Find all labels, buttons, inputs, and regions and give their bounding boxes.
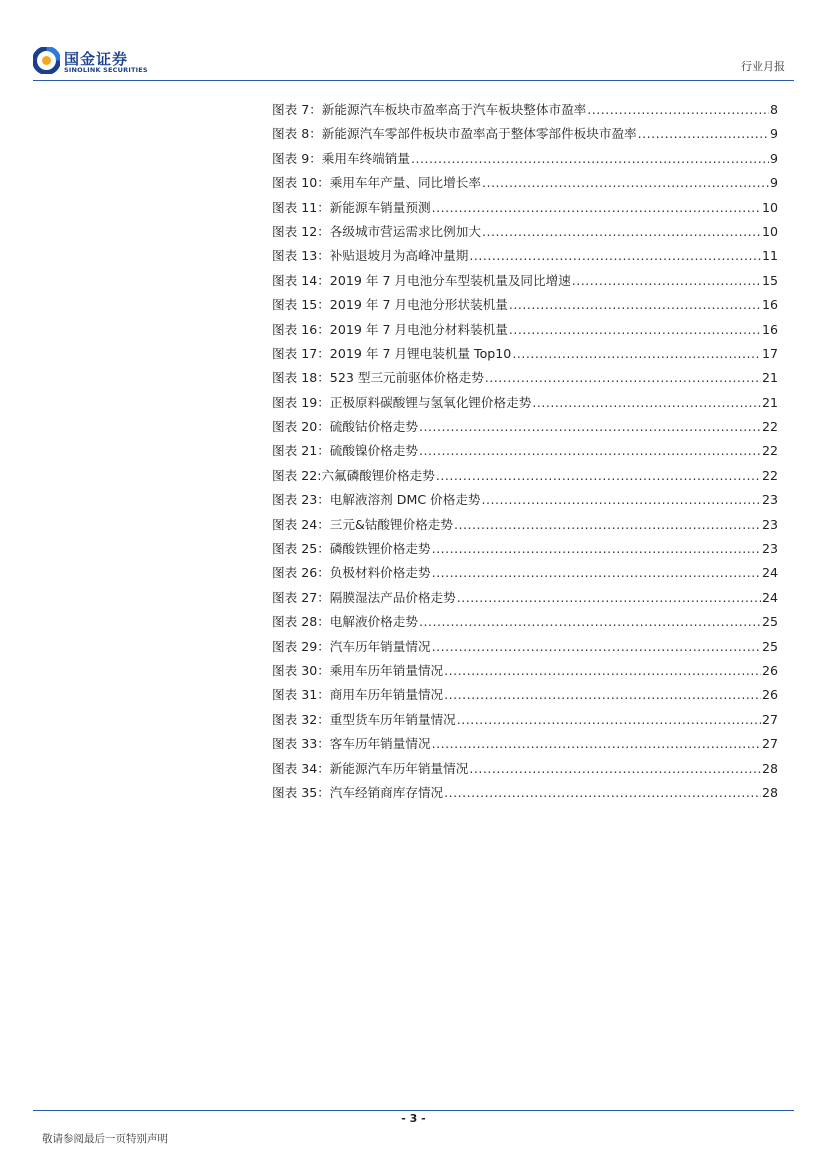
toc-entry[interactable] bbox=[272, 587, 778, 611]
toc-leader-dots bbox=[457, 712, 761, 727]
toc-entry-label: 图表 12：各级城市营运需求比例加大 bbox=[272, 223, 481, 239]
toc-entry-label: 图表 21：硫酸镍价格走势 bbox=[272, 443, 418, 459]
toc-leader-dots bbox=[419, 614, 761, 629]
toc-entry-page: 23 bbox=[761, 541, 778, 557]
toc-entry[interactable] bbox=[272, 465, 778, 489]
toc-leader-dots bbox=[532, 395, 761, 410]
brand-name-en: SINOLINK SECURITIES bbox=[64, 66, 148, 74]
toc-entry[interactable] bbox=[272, 148, 778, 172]
toc-entry-page: 21 bbox=[761, 370, 778, 386]
toc-entry-page: 28 bbox=[761, 784, 778, 800]
toc-entry-page: 24 bbox=[761, 589, 778, 605]
toc-entry[interactable] bbox=[272, 440, 778, 464]
toc-leader-dots bbox=[454, 517, 761, 532]
toc-entry-page: 9 bbox=[769, 126, 778, 142]
toc-entry-page: 17 bbox=[761, 345, 778, 361]
toc-entry-page: 16 bbox=[761, 321, 778, 337]
toc-entry[interactable] bbox=[272, 221, 778, 245]
toc-entry-label: 图表 31：商用车历年销量情况 bbox=[272, 687, 444, 703]
toc-leader-dots bbox=[432, 736, 761, 751]
toc-entry[interactable] bbox=[272, 489, 778, 513]
toc-entry-page: 16 bbox=[761, 297, 778, 313]
toc-entry-label: 图表 14：2019 年 7 月电池分车型装机量及同比增速 bbox=[272, 272, 571, 288]
toc-leader-dots bbox=[469, 248, 761, 263]
toc-leader-dots bbox=[638, 126, 769, 141]
toc-leader-dots bbox=[482, 224, 761, 239]
toc-leader-dots bbox=[482, 492, 761, 507]
page-number: - 3 - bbox=[401, 1112, 426, 1125]
toc-entry-label: 图表 25：磷酸铁锂价格走势 bbox=[272, 541, 431, 557]
toc-leader-dots bbox=[444, 663, 761, 678]
toc-entry-page: 10 bbox=[761, 223, 778, 239]
toc-leader-dots bbox=[432, 565, 761, 580]
toc-entry-page: 22 bbox=[761, 419, 778, 435]
toc-entry-page: 9 bbox=[769, 175, 778, 191]
toc-entry-page: 26 bbox=[761, 662, 778, 678]
toc-entry[interactable] bbox=[272, 733, 778, 757]
toc-entry-page: 27 bbox=[761, 736, 778, 752]
sinolink-logo-icon bbox=[33, 47, 60, 74]
figure-list bbox=[272, 99, 778, 806]
toc-entry-label: 图表 27：隔膜湿法产品价格走势 bbox=[272, 589, 456, 605]
toc-entry-label: 图表 20：硫酸钴价格走势 bbox=[272, 419, 418, 435]
toc-entry[interactable] bbox=[272, 611, 778, 635]
toc-entry[interactable] bbox=[272, 392, 778, 416]
company-logo bbox=[33, 47, 153, 77]
toc-entry[interactable] bbox=[272, 758, 778, 782]
toc-entry[interactable] bbox=[272, 684, 778, 708]
toc-leader-dots bbox=[485, 370, 761, 385]
toc-entry-label: 图表 33：客车历年销量情况 bbox=[272, 736, 431, 752]
toc-leader-dots bbox=[482, 175, 769, 190]
toc-leader-dots bbox=[587, 102, 769, 117]
toc-entry-label: 图表 15：2019 年 7 月电池分形状装机量 bbox=[272, 297, 508, 313]
toc-entry-page: 28 bbox=[761, 760, 778, 776]
toc-entry-label: 图表 10：乘用车年产量、同比增长率 bbox=[272, 175, 481, 191]
toc-entry-label: 图表 9：乘用车终端销量 bbox=[272, 150, 410, 166]
toc-entry-page: 21 bbox=[761, 394, 778, 410]
toc-entry-label: 图表 28：电解液价格走势 bbox=[272, 614, 418, 630]
toc-leader-dots bbox=[432, 541, 761, 556]
toc-entry-page: 8 bbox=[769, 102, 778, 117]
toc-leader-dots bbox=[444, 785, 761, 800]
toc-leader-dots bbox=[457, 590, 761, 605]
toc-entry[interactable] bbox=[272, 367, 778, 391]
toc-entry[interactable] bbox=[272, 538, 778, 562]
toc-entry-page: 23 bbox=[761, 516, 778, 532]
toc-leader-dots bbox=[411, 151, 769, 166]
toc-entry-label: 图表 13：补贴退坡月为高峰冲量期 bbox=[272, 248, 469, 264]
toc-entry-page: 26 bbox=[761, 687, 778, 703]
toc-entry[interactable] bbox=[272, 319, 778, 343]
toc-leader-dots bbox=[512, 346, 761, 361]
toc-entry[interactable] bbox=[272, 709, 778, 733]
toc-entry[interactable] bbox=[272, 562, 778, 586]
toc-entry-label: 图表 11：新能源车销量预测 bbox=[272, 199, 431, 215]
toc-entry[interactable] bbox=[272, 343, 778, 367]
toc-leader-dots bbox=[419, 443, 761, 458]
toc-entry-label: 图表 34：新能源汽车历年销量情况 bbox=[272, 760, 469, 776]
toc-leader-dots bbox=[436, 468, 761, 483]
toc-entry-label: 图表 23：电解液溶剂 DMC 价格走势 bbox=[272, 492, 481, 508]
toc-entry-page: 15 bbox=[761, 272, 778, 288]
toc-entry-label: 图表 19：正极原料碳酸锂与氢氧化锂价格走势 bbox=[272, 394, 532, 410]
footer-divider bbox=[33, 1110, 794, 1111]
toc-entry-page: 9 bbox=[769, 150, 778, 166]
toc-entry-label: 图表 30：乘用车历年销量情况 bbox=[272, 662, 444, 678]
toc-entry-label: 图表 17：2019 年 7 月锂电装机量 Top10 bbox=[272, 345, 512, 361]
toc-entry-page: 23 bbox=[761, 492, 778, 508]
toc-entry-page: 22 bbox=[761, 443, 778, 459]
toc-entry-page: 10 bbox=[761, 199, 778, 215]
toc-leader-dots bbox=[469, 761, 761, 776]
toc-entry-label: 图表 8：新能源汽车零部件板块市盈率高于整体零部件板块市盈率 bbox=[272, 126, 637, 142]
toc-leader-dots bbox=[572, 273, 761, 288]
toc-entry[interactable] bbox=[272, 245, 778, 269]
toc-entry-page: 11 bbox=[761, 248, 778, 264]
toc-entry[interactable] bbox=[272, 782, 778, 806]
toc-entry[interactable] bbox=[272, 197, 778, 221]
page-header bbox=[0, 0, 827, 85]
toc-entry[interactable] bbox=[272, 294, 778, 318]
toc-leader-dots bbox=[432, 200, 761, 215]
brand-name-cn: 国金证券 bbox=[64, 50, 129, 68]
toc-entry[interactable] bbox=[272, 123, 778, 147]
header-divider bbox=[33, 80, 794, 81]
toc-leader-dots bbox=[509, 322, 761, 337]
toc-entry-label: 图表 29：汽车历年销量情况 bbox=[272, 638, 431, 654]
toc-entry-label: 图表 24：三元&钴酸锂价格走势 bbox=[272, 516, 453, 532]
toc-entry-label: 图表 26：负极材料价格走势 bbox=[272, 565, 431, 581]
toc-entry-page: 22 bbox=[761, 467, 778, 483]
report-type: 行业月报 bbox=[741, 60, 785, 73]
toc-entry[interactable] bbox=[272, 636, 778, 660]
toc-entry-page: 24 bbox=[761, 565, 778, 581]
toc-entry-label: 图表 35：汽车经销商库存情况 bbox=[272, 784, 444, 800]
toc-leader-dots bbox=[509, 297, 761, 312]
toc-leader-dots bbox=[432, 639, 761, 654]
toc-entry[interactable] bbox=[272, 514, 778, 538]
toc-entry-label: 图表 22:六氟磷酸锂价格走势 bbox=[272, 467, 435, 483]
toc-leader-dots bbox=[444, 687, 761, 702]
toc-entry-label: 图表 18：523 型三元前驱体价格走势 bbox=[272, 370, 484, 386]
toc-entry-label: 图表 7：新能源汽车板块市盈率高于汽车板块整体市盈率 bbox=[272, 102, 587, 117]
toc-entry-label: 图表 16：2019 年 7 月电池分材料装机量 bbox=[272, 321, 508, 337]
toc-entry[interactable] bbox=[272, 99, 778, 123]
toc-entry-page: 25 bbox=[761, 638, 778, 654]
toc-entry[interactable] bbox=[272, 270, 778, 294]
toc-entry-page: 25 bbox=[761, 614, 778, 630]
toc-entry[interactable] bbox=[272, 660, 778, 684]
toc-entry[interactable] bbox=[272, 416, 778, 440]
toc-entry-page: 27 bbox=[761, 711, 778, 727]
toc-leader-dots bbox=[419, 419, 761, 434]
toc-entry-label: 图表 32：重型货车历年销量情况 bbox=[272, 711, 456, 727]
disclaimer-text: 敬请参阅最后一页特别声明 bbox=[42, 1133, 168, 1145]
toc-entry[interactable] bbox=[272, 172, 778, 196]
